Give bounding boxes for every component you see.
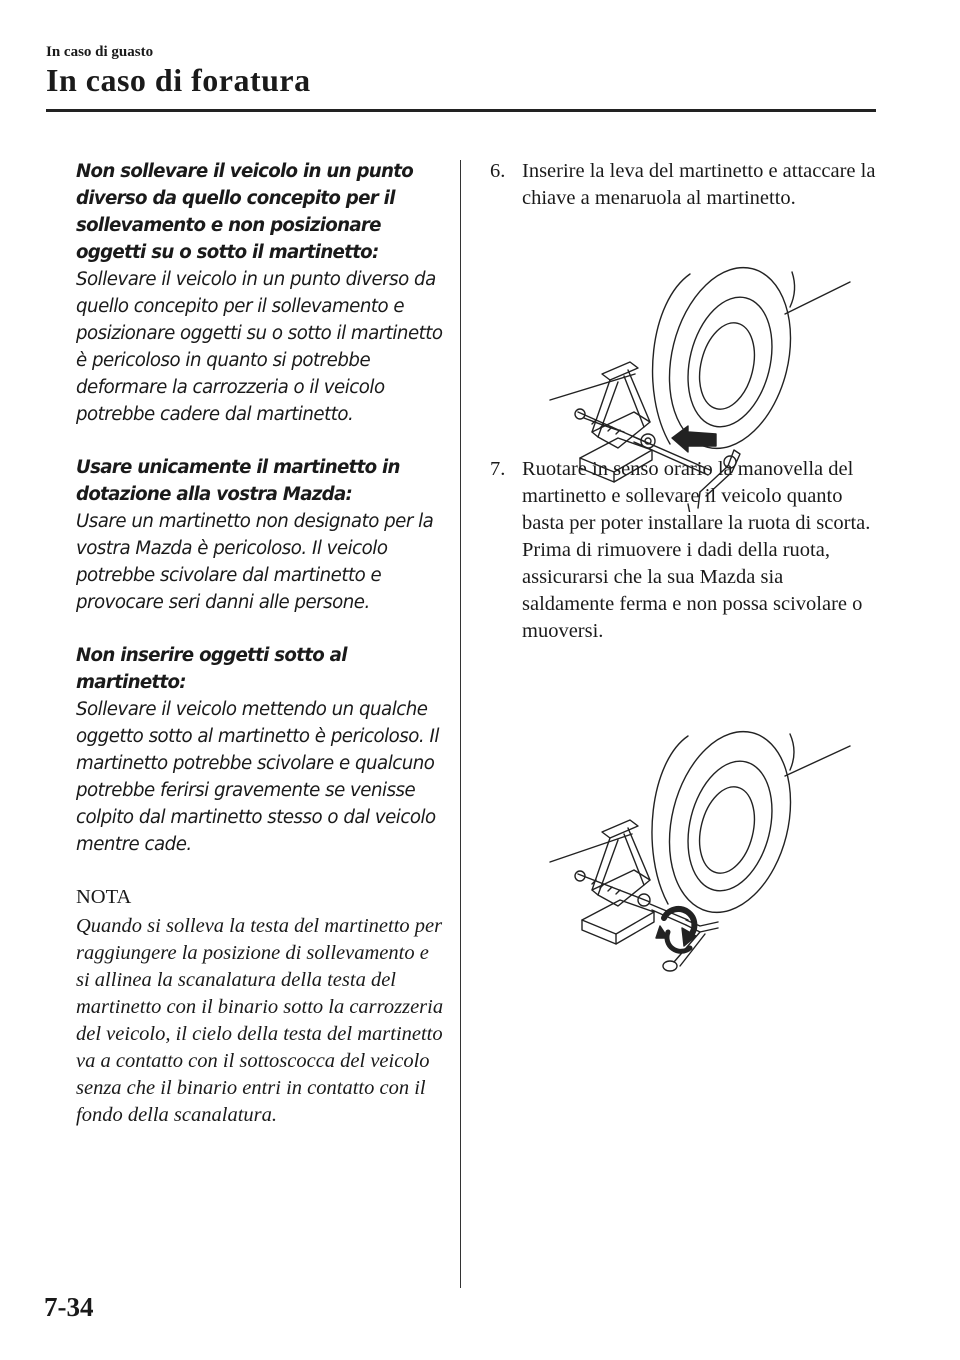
- title-rule: [46, 109, 876, 112]
- warning-block: [76, 454, 446, 616]
- warning-heading: Non sollevare il veicolo in un punto diverso da quello concepito per il sollevamento e non posizionare oggetti su o sotto il martinetto:: [76, 161, 414, 263]
- warning-heading: Usare unicamente il martinetto in dotazione alla vostra Mazda:: [76, 457, 400, 505]
- page-title: In caso di foratura: [46, 62, 311, 98]
- figure-raise-vehicle: [540, 722, 860, 987]
- warning-body: Sollevare il veicolo mettendo un qualche oggetto sotto al martinetto è pericoloso. Il martinetto potrebbe scivolare e qualcuno potrebbe ferirsi gravemente se venisse colpito dal martinetto stesso o dal veicolo mentre cade.: [76, 699, 439, 855]
- step-number: 7.: [490, 458, 506, 480]
- warning-block: [76, 158, 446, 428]
- note-block: [76, 884, 446, 1129]
- step-text: Ruotare in senso orario la manovella del martinetto e sollevare il veicolo quanto basta per poter installare la ruota di scorta. Prima di rimuovere i dadi della ruota, assicurarsi che la sua Mazda sia saldamente ferma e non possa scivolare o muoversi.: [522, 458, 871, 642]
- warning-block: [76, 642, 446, 858]
- scissor-jack-icon: [575, 820, 654, 944]
- page-number: 7-34: [44, 1292, 94, 1322]
- lug-wrench-icon: [688, 450, 740, 512]
- warning-body: Sollevare il veicolo in un punto diverso da quello concepito per il sollevamento e posizionare oggetti su o sotto il martinetto è pericoloso in quanto si potrebbe deformare la carrozzeria o il veicolo potrebbe cadere dal martinetto.: [76, 269, 443, 425]
- step-number: 6.: [490, 160, 506, 182]
- section-label: In caso di guasto: [46, 44, 154, 60]
- left-column: [76, 158, 446, 1129]
- note-label: NOTA: [76, 886, 132, 908]
- figure-insert-lever: [540, 262, 860, 512]
- column-divider: [460, 160, 461, 1288]
- warning-heading: Non inserire oggetti sotto al martinetto:: [76, 645, 347, 693]
- step-text: Inserire la leva del martinetto e attaccare la chiave a menaruola al martinetto.: [522, 160, 876, 209]
- note-text: Quando si solleva la testa del martinetto per raggiungere la posizione di sollevamento e si allinea la scanalatura della testa del martinetto con il binario sotto la carrozzeria del veicolo, il cielo della testa del martinetto va a contatto con il sottoscocca del veicolo senza che il binario entri in contatto con il fondo della scanalatura.: [76, 915, 444, 1126]
- step-item: [490, 158, 880, 212]
- tire-icon: [651, 722, 808, 925]
- warning-body: Usare un martinetto non designato per la vostra Mazda è pericoloso. Il veicolo potrebbe scivolare dal martinetto e provocare seri danni alle persone.: [76, 511, 434, 613]
- tire-icon: [651, 262, 808, 461]
